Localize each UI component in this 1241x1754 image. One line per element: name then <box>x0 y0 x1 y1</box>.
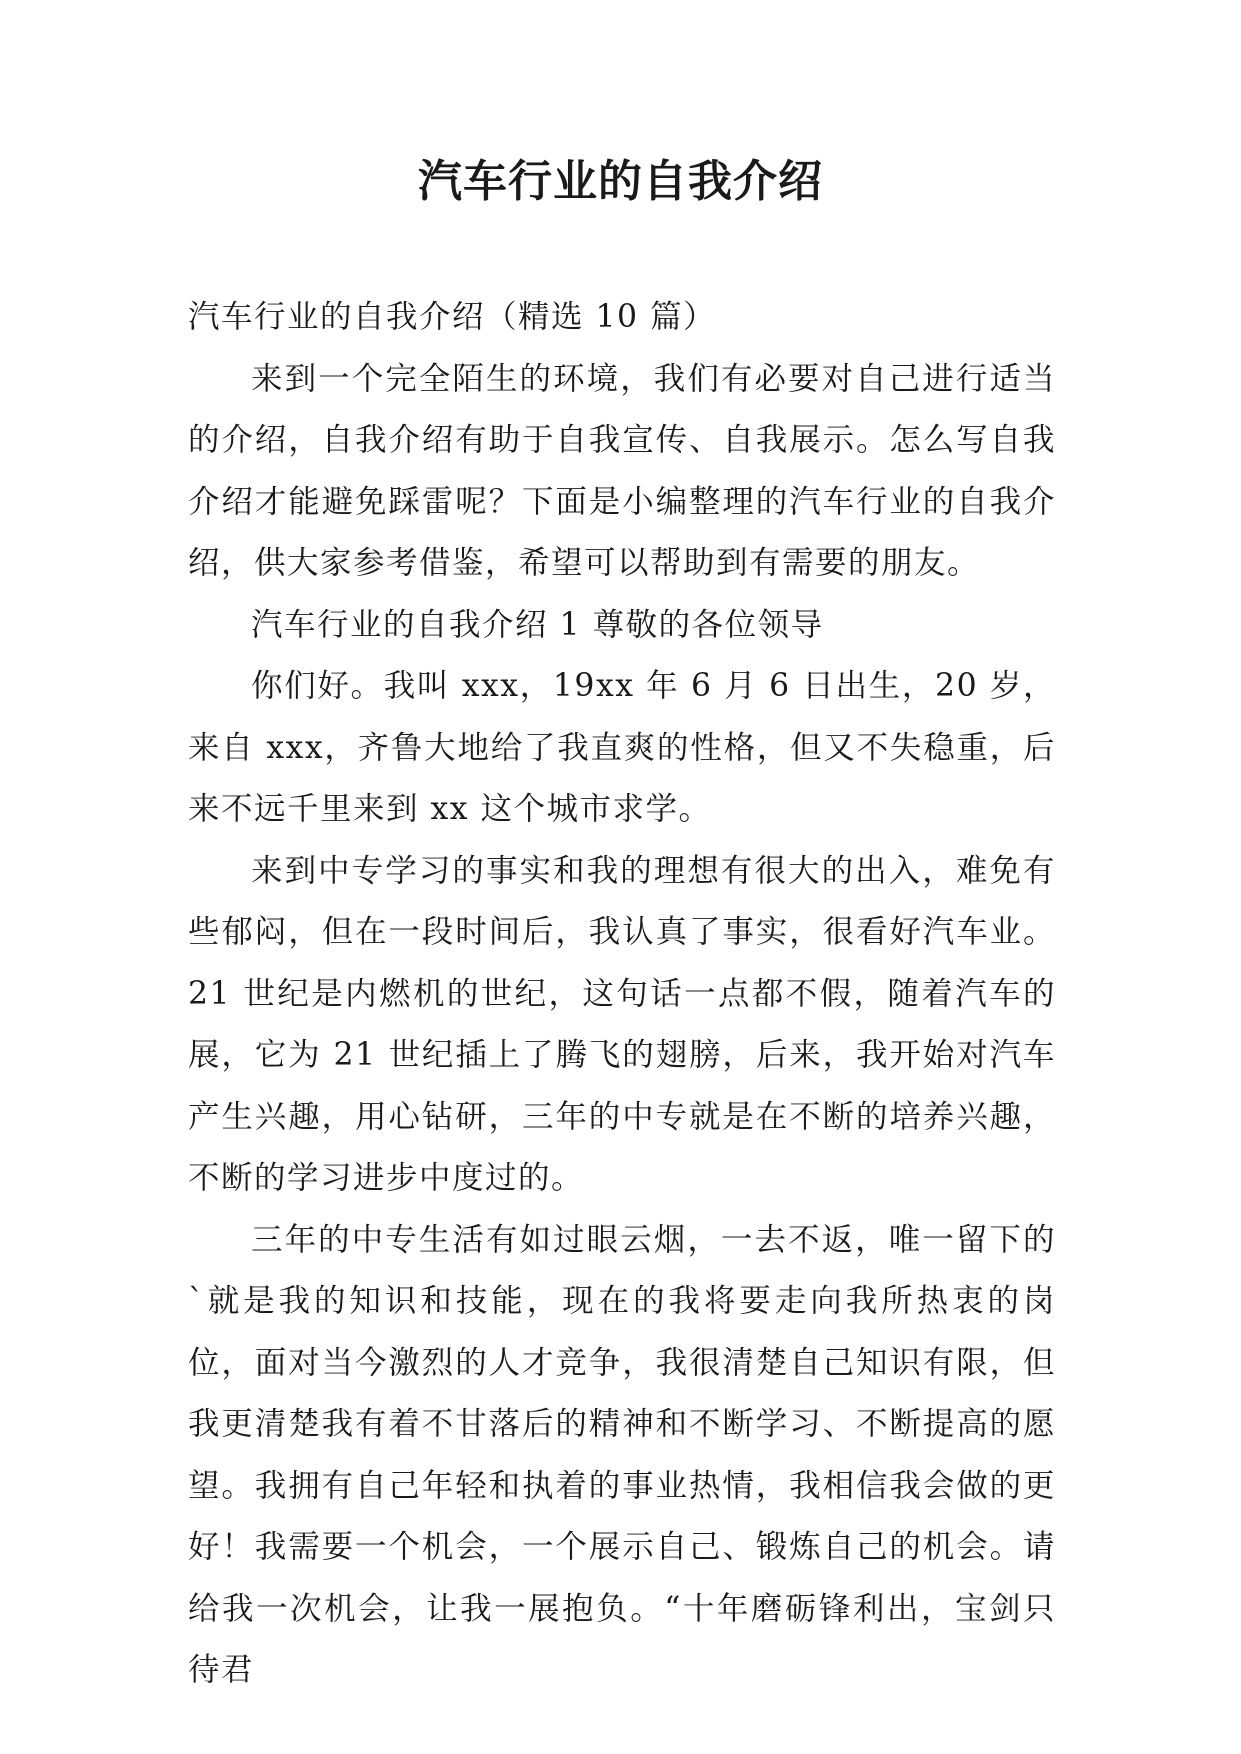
body-paragraph: 三年的中专生活有如过眼云烟，一去不返，唯一留下的`就是我的知识和技能，现在的我将要走向我所热衷的岗位，面对当今激烈的人才竞争，我很清楚自己知识有限，但我更清楚我有着不甘落后的精神和不断学习、不断提高的愿望。我拥有自己年轻和执着的事业热情，我相信我会做的更好！我需要一个机会，一个展示自己、锻炼自己的机会。请给我一次机会，让我一展抱负。“十年磨砺锋利出，宝剑只待君 <box>188 1221 1056 1688</box>
body-paragraph: 来到中专学习的事实和我的理想有很大的出入，难免有些郁闷，但在一段时间后，我认真了事实，很看好汽车业。21 世纪是内燃机的世纪，这句话一点都不假，随着汽车的展，它为 21 世纪插上了腾飞的翅膀，后来，我开始对汽车产生兴趣，用心钻研，三年的中专就是在不断的培养兴趣，不断的学习进步中度过的。 <box>188 852 1056 1196</box>
subtitle-paragraph: 汽车行业的自我介绍（精选 10 篇） <box>188 299 717 335</box>
section-heading-paragraph: 汽车行业的自我介绍 1 尊敬的各位领导 <box>251 606 824 643</box>
document-title: 汽车行业的自我介绍 <box>418 156 823 207</box>
body-paragraph: 你们好。我叫 xxx，19xx 年 6 月 6 日出生，20 岁，来自 xxx，齐鲁大地给了我直爽的性格，但又不失稳重，后来不远千里来到 xx 这个城市求学。 <box>188 668 1056 827</box>
intro-paragraph: 来到一个完全陌生的环境，我们有必要对自己进行适当的介绍，自我介绍有助于自我宣传、自我展示。怎么写自我介绍才能避免踩雷呢？下面是小编整理的汽车行业的自我介绍，供大家参考借鉴，希望可以帮助到有需要的朋友。 <box>188 360 1056 581</box>
document-body <box>188 287 1056 1702</box>
